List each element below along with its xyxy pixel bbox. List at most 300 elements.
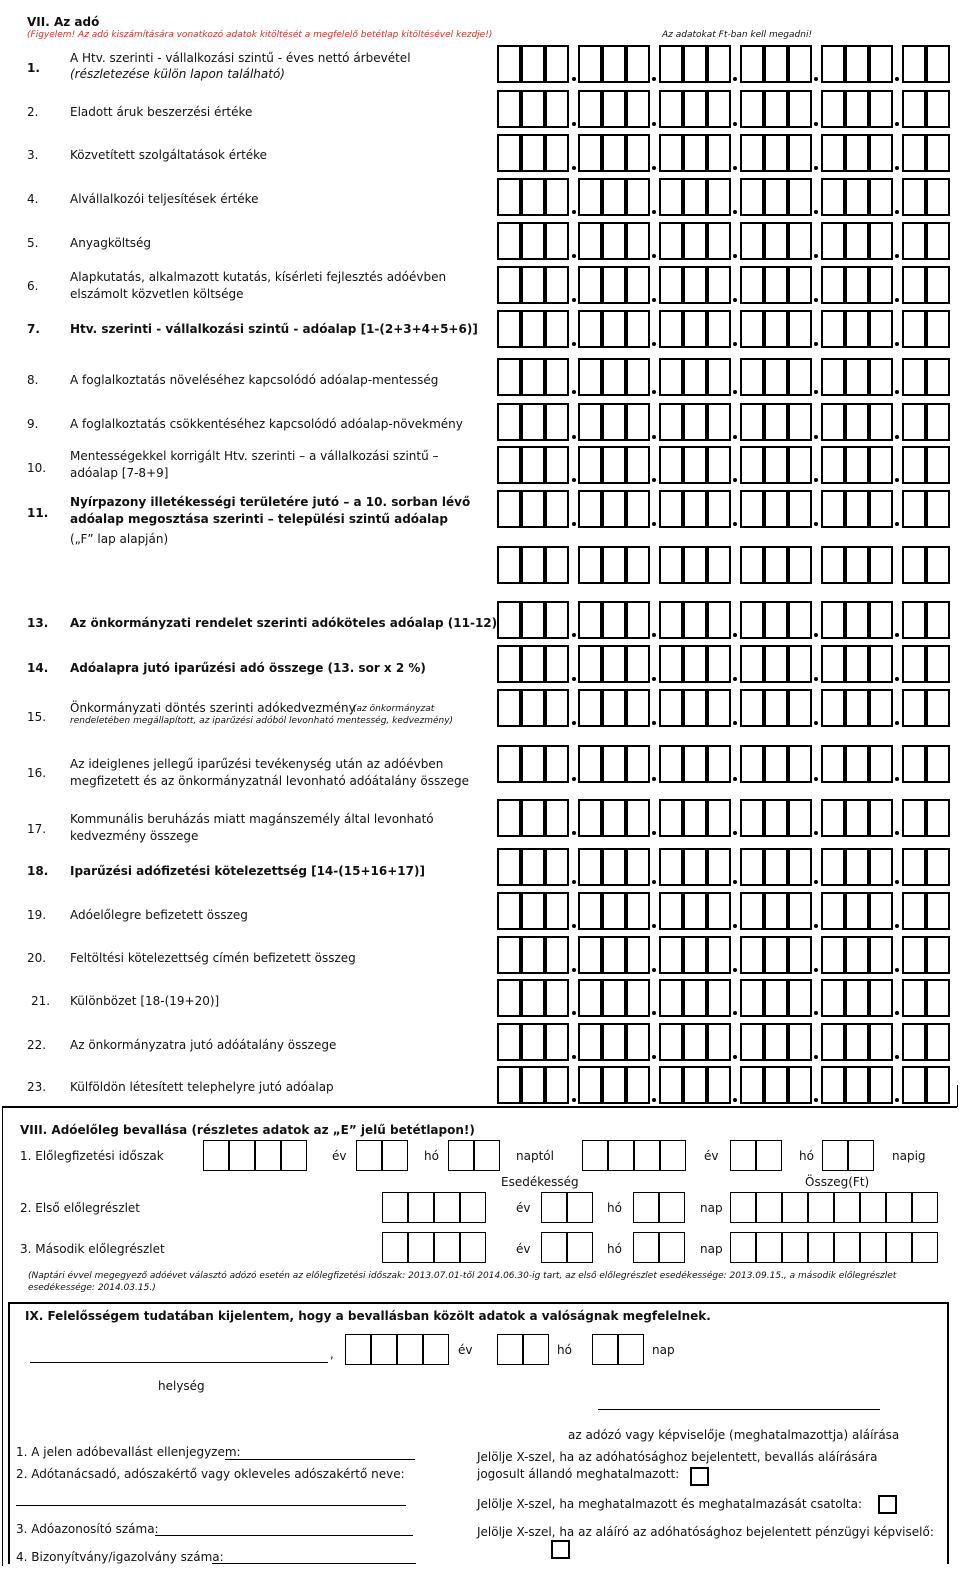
amount-digit-box[interactable] xyxy=(926,1066,950,1104)
amount-digit-box[interactable] xyxy=(869,645,893,683)
date-digit-box[interactable] xyxy=(608,1140,634,1171)
amount-digit-box[interactable] xyxy=(740,601,764,639)
amount-digit-box[interactable] xyxy=(821,936,845,974)
amount-digit-box[interactable] xyxy=(869,745,893,783)
amount-digit-box[interactable] xyxy=(821,45,845,83)
amount-digit-box[interactable] xyxy=(545,134,569,172)
amount-digit-box[interactable] xyxy=(902,689,926,727)
amount-digit-box[interactable] xyxy=(740,1023,764,1061)
amount-digit-box[interactable] xyxy=(764,936,788,974)
amount-digit-box[interactable] xyxy=(683,403,707,441)
amount-digit-box[interactable] xyxy=(602,979,626,1017)
amount-digit-box[interactable] xyxy=(602,490,626,528)
amount-digit-box[interactable] xyxy=(521,310,545,348)
amount-digit-box[interactable] xyxy=(764,689,788,727)
amount-digit-box[interactable] xyxy=(626,134,650,172)
amount-digit-box[interactable] xyxy=(626,645,650,683)
amount-digit-box[interactable] xyxy=(902,222,926,260)
amount-digit-box[interactable] xyxy=(902,266,926,304)
amount-digit-box[interactable] xyxy=(926,134,950,172)
amount-digit-box[interactable] xyxy=(659,745,683,783)
amount-digit-box[interactable] xyxy=(626,936,650,974)
amount-digit-box[interactable] xyxy=(902,601,926,639)
amount-digit-box[interactable] xyxy=(578,1066,602,1104)
amount-digit-box[interactable] xyxy=(707,310,731,348)
date-digit-box[interactable] xyxy=(356,1140,382,1171)
amount-digit-box[interactable] xyxy=(764,90,788,128)
amount-digit-box[interactable] xyxy=(602,45,626,83)
amount-digit-box[interactable] xyxy=(578,490,602,528)
amount-digit-box[interactable] xyxy=(740,266,764,304)
amount-digit-box[interactable] xyxy=(902,403,926,441)
amount-digit-box[interactable] xyxy=(740,490,764,528)
amount-digit-box[interactable] xyxy=(869,45,893,83)
amount-digit-box[interactable] xyxy=(902,358,926,396)
checkbox-permanent-proxy[interactable] xyxy=(690,1467,709,1486)
amount-digit-box[interactable] xyxy=(788,358,812,396)
amount-digit-box[interactable] xyxy=(683,45,707,83)
amount-digit-box[interactable] xyxy=(683,446,707,484)
amount-digit-box[interactable] xyxy=(740,745,764,783)
amount-digit-box[interactable] xyxy=(521,892,545,930)
amount-digit-box[interactable] xyxy=(521,689,545,727)
amount-digit-box[interactable] xyxy=(740,936,764,974)
amount-digit-box[interactable] xyxy=(821,799,845,837)
date-digit-box[interactable] xyxy=(730,1232,756,1263)
amount-digit-box[interactable] xyxy=(683,546,707,584)
amount-digit-box[interactable] xyxy=(902,90,926,128)
amount-digit-box[interactable] xyxy=(845,1023,869,1061)
amount-digit-box[interactable] xyxy=(788,490,812,528)
amount-digit-box[interactable] xyxy=(659,799,683,837)
amount-digit-box[interactable] xyxy=(578,745,602,783)
date-digit-box[interactable] xyxy=(281,1140,307,1171)
date-digit-box[interactable] xyxy=(756,1140,782,1171)
amount-digit-box[interactable] xyxy=(626,689,650,727)
amount-digit-box[interactable] xyxy=(788,446,812,484)
amount-digit-box[interactable] xyxy=(845,689,869,727)
amount-digit-box[interactable] xyxy=(707,222,731,260)
amount-digit-box[interactable] xyxy=(545,178,569,216)
amount-digit-box[interactable] xyxy=(926,403,950,441)
amount-digit-box[interactable] xyxy=(764,358,788,396)
amount-digit-box[interactable] xyxy=(626,446,650,484)
amount-digit-box[interactable] xyxy=(707,403,731,441)
amount-digit-box[interactable] xyxy=(740,134,764,172)
amount-digit-box[interactable] xyxy=(497,222,521,260)
amount-digit-box[interactable] xyxy=(902,645,926,683)
amount-digit-box[interactable] xyxy=(659,222,683,260)
amount-digit-box[interactable] xyxy=(926,745,950,783)
amount-digit-box[interactable] xyxy=(740,1066,764,1104)
amount-digit-box[interactable] xyxy=(821,1023,845,1061)
amount-digit-box[interactable] xyxy=(497,358,521,396)
amount-digit-box[interactable] xyxy=(626,358,650,396)
amount-digit-box[interactable] xyxy=(683,799,707,837)
amount-digit-box[interactable] xyxy=(707,1066,731,1104)
amount-digit-box[interactable] xyxy=(602,222,626,260)
amount-digit-box[interactable] xyxy=(659,1066,683,1104)
amount-digit-box[interactable] xyxy=(683,979,707,1017)
amount-digit-box[interactable] xyxy=(869,358,893,396)
amount-digit-box[interactable] xyxy=(683,1023,707,1061)
date-digit-box[interactable] xyxy=(229,1140,255,1171)
amount-digit-box[interactable] xyxy=(845,310,869,348)
amount-digit-box[interactable] xyxy=(602,178,626,216)
date-digit-box[interactable] xyxy=(255,1140,281,1171)
place-line[interactable] xyxy=(30,1362,328,1363)
amount-digit-box[interactable] xyxy=(821,446,845,484)
advisor-name-line[interactable] xyxy=(16,1505,406,1506)
amount-digit-box[interactable] xyxy=(521,936,545,974)
date-digit-box[interactable] xyxy=(782,1232,808,1263)
amount-digit-box[interactable] xyxy=(740,222,764,260)
amount-digit-box[interactable] xyxy=(845,446,869,484)
date-digit-box[interactable] xyxy=(408,1192,434,1223)
amount-digit-box[interactable] xyxy=(707,178,731,216)
amount-digit-box[interactable] xyxy=(683,689,707,727)
amount-digit-box[interactable] xyxy=(683,645,707,683)
amount-digit-box[interactable] xyxy=(707,90,731,128)
amount-digit-box[interactable] xyxy=(869,90,893,128)
amount-digit-box[interactable] xyxy=(497,446,521,484)
amount-digit-box[interactable] xyxy=(707,546,731,584)
amount-digit-box[interactable] xyxy=(578,799,602,837)
amount-digit-box[interactable] xyxy=(545,892,569,930)
amount-digit-box[interactable] xyxy=(821,490,845,528)
amount-digit-box[interactable] xyxy=(602,1066,626,1104)
amount-digit-box[interactable] xyxy=(869,848,893,886)
amount-digit-box[interactable] xyxy=(869,1023,893,1061)
amount-digit-box[interactable] xyxy=(902,178,926,216)
amount-digit-box[interactable] xyxy=(602,358,626,396)
amount-digit-box[interactable] xyxy=(821,266,845,304)
amount-digit-box[interactable] xyxy=(869,799,893,837)
amount-digit-box[interactable] xyxy=(845,848,869,886)
date-digit-box[interactable] xyxy=(474,1140,500,1171)
amount-digit-box[interactable] xyxy=(521,1066,545,1104)
amount-digit-box[interactable] xyxy=(659,45,683,83)
amount-digit-box[interactable] xyxy=(497,266,521,304)
amount-digit-box[interactable] xyxy=(845,178,869,216)
amount-digit-box[interactable] xyxy=(545,358,569,396)
amount-digit-box[interactable] xyxy=(845,490,869,528)
date-digit-box[interactable] xyxy=(886,1192,912,1223)
amount-digit-box[interactable] xyxy=(683,178,707,216)
amount-digit-box[interactable] xyxy=(740,45,764,83)
amount-digit-box[interactable] xyxy=(545,90,569,128)
amount-digit-box[interactable] xyxy=(869,446,893,484)
amount-digit-box[interactable] xyxy=(602,546,626,584)
amount-digit-box[interactable] xyxy=(764,799,788,837)
amount-digit-box[interactable] xyxy=(740,403,764,441)
amount-digit-box[interactable] xyxy=(626,90,650,128)
amount-digit-box[interactable] xyxy=(902,134,926,172)
amount-digit-box[interactable] xyxy=(578,546,602,584)
amount-digit-box[interactable] xyxy=(869,266,893,304)
amount-digit-box[interactable] xyxy=(683,310,707,348)
amount-digit-box[interactable] xyxy=(497,310,521,348)
amount-digit-box[interactable] xyxy=(926,848,950,886)
amount-digit-box[interactable] xyxy=(578,90,602,128)
amount-digit-box[interactable] xyxy=(602,1023,626,1061)
amount-digit-box[interactable] xyxy=(578,358,602,396)
countersign-line[interactable] xyxy=(225,1459,415,1460)
amount-digit-box[interactable] xyxy=(869,222,893,260)
amount-digit-box[interactable] xyxy=(869,689,893,727)
amount-digit-box[interactable] xyxy=(578,266,602,304)
amount-digit-box[interactable] xyxy=(707,979,731,1017)
checkbox-financial-rep[interactable] xyxy=(551,1540,570,1559)
amount-digit-box[interactable] xyxy=(926,490,950,528)
date-digit-box[interactable] xyxy=(423,1334,449,1365)
amount-digit-box[interactable] xyxy=(707,266,731,304)
amount-digit-box[interactable] xyxy=(602,446,626,484)
advisor-taxid-line[interactable] xyxy=(155,1535,413,1536)
date-digit-box[interactable] xyxy=(860,1192,886,1223)
amount-digit-box[interactable] xyxy=(740,848,764,886)
amount-digit-box[interactable] xyxy=(497,936,521,974)
amount-digit-box[interactable] xyxy=(521,546,545,584)
amount-digit-box[interactable] xyxy=(926,446,950,484)
amount-digit-box[interactable] xyxy=(869,892,893,930)
amount-digit-box[interactable] xyxy=(602,403,626,441)
amount-digit-box[interactable] xyxy=(764,178,788,216)
date-digit-box[interactable] xyxy=(592,1334,618,1365)
amount-digit-box[interactable] xyxy=(578,936,602,974)
amount-digit-box[interactable] xyxy=(764,979,788,1017)
amount-digit-box[interactable] xyxy=(521,45,545,83)
date-digit-box[interactable] xyxy=(756,1192,782,1223)
amount-digit-box[interactable] xyxy=(869,979,893,1017)
amount-digit-box[interactable] xyxy=(497,90,521,128)
amount-digit-box[interactable] xyxy=(497,979,521,1017)
amount-digit-box[interactable] xyxy=(497,892,521,930)
amount-digit-box[interactable] xyxy=(902,936,926,974)
amount-digit-box[interactable] xyxy=(740,446,764,484)
amount-digit-box[interactable] xyxy=(902,745,926,783)
amount-digit-box[interactable] xyxy=(902,1023,926,1061)
amount-digit-box[interactable] xyxy=(845,90,869,128)
amount-digit-box[interactable] xyxy=(845,403,869,441)
date-digit-box[interactable] xyxy=(634,1140,660,1171)
amount-digit-box[interactable] xyxy=(845,936,869,974)
amount-digit-box[interactable] xyxy=(845,358,869,396)
amount-digit-box[interactable] xyxy=(845,892,869,930)
amount-digit-box[interactable] xyxy=(521,979,545,1017)
checkbox-proxy-attached[interactable] xyxy=(878,1495,897,1514)
amount-digit-box[interactable] xyxy=(626,178,650,216)
amount-digit-box[interactable] xyxy=(902,979,926,1017)
amount-digit-box[interactable] xyxy=(578,1023,602,1061)
date-digit-box[interactable] xyxy=(382,1192,408,1223)
amount-digit-box[interactable] xyxy=(788,601,812,639)
amount-digit-box[interactable] xyxy=(788,689,812,727)
amount-digit-box[interactable] xyxy=(926,546,950,584)
amount-digit-box[interactable] xyxy=(902,546,926,584)
amount-digit-box[interactable] xyxy=(497,45,521,83)
amount-digit-box[interactable] xyxy=(764,310,788,348)
amount-digit-box[interactable] xyxy=(578,134,602,172)
amount-digit-box[interactable] xyxy=(659,358,683,396)
amount-digit-box[interactable] xyxy=(764,745,788,783)
amount-digit-box[interactable] xyxy=(788,1066,812,1104)
amount-digit-box[interactable] xyxy=(497,546,521,584)
amount-digit-box[interactable] xyxy=(707,601,731,639)
date-digit-box[interactable] xyxy=(912,1232,938,1263)
date-digit-box[interactable] xyxy=(860,1232,886,1263)
amount-digit-box[interactable] xyxy=(545,645,569,683)
amount-digit-box[interactable] xyxy=(902,45,926,83)
amount-digit-box[interactable] xyxy=(869,546,893,584)
amount-digit-box[interactable] xyxy=(602,601,626,639)
amount-digit-box[interactable] xyxy=(578,45,602,83)
amount-digit-box[interactable] xyxy=(578,601,602,639)
amount-digit-box[interactable] xyxy=(659,848,683,886)
amount-digit-box[interactable] xyxy=(659,645,683,683)
date-digit-box[interactable] xyxy=(633,1192,659,1223)
amount-digit-box[interactable] xyxy=(497,134,521,172)
amount-digit-box[interactable] xyxy=(926,979,950,1017)
amount-digit-box[interactable] xyxy=(821,134,845,172)
amount-digit-box[interactable] xyxy=(902,799,926,837)
date-digit-box[interactable] xyxy=(730,1140,756,1171)
amount-digit-box[interactable] xyxy=(740,689,764,727)
amount-digit-box[interactable] xyxy=(821,1066,845,1104)
amount-digit-box[interactable] xyxy=(521,490,545,528)
amount-digit-box[interactable] xyxy=(707,689,731,727)
amount-digit-box[interactable] xyxy=(926,222,950,260)
amount-digit-box[interactable] xyxy=(764,1066,788,1104)
amount-digit-box[interactable] xyxy=(659,601,683,639)
amount-digit-box[interactable] xyxy=(626,892,650,930)
amount-digit-box[interactable] xyxy=(926,689,950,727)
amount-digit-box[interactable] xyxy=(845,45,869,83)
date-digit-box[interactable] xyxy=(834,1232,860,1263)
amount-digit-box[interactable] xyxy=(764,645,788,683)
date-digit-box[interactable] xyxy=(460,1192,486,1223)
amount-digit-box[interactable] xyxy=(578,848,602,886)
date-digit-box[interactable] xyxy=(497,1334,523,1365)
amount-digit-box[interactable] xyxy=(578,892,602,930)
amount-digit-box[interactable] xyxy=(497,601,521,639)
amount-digit-box[interactable] xyxy=(845,134,869,172)
date-digit-box[interactable] xyxy=(633,1232,659,1263)
amount-digit-box[interactable] xyxy=(626,1023,650,1061)
amount-digit-box[interactable] xyxy=(764,266,788,304)
amount-digit-box[interactable] xyxy=(578,979,602,1017)
amount-digit-box[interactable] xyxy=(740,358,764,396)
amount-digit-box[interactable] xyxy=(821,848,845,886)
amount-digit-box[interactable] xyxy=(821,892,845,930)
amount-digit-box[interactable] xyxy=(845,222,869,260)
amount-digit-box[interactable] xyxy=(683,1066,707,1104)
amount-digit-box[interactable] xyxy=(764,134,788,172)
amount-digit-box[interactable] xyxy=(578,689,602,727)
amount-digit-box[interactable] xyxy=(602,799,626,837)
amount-digit-box[interactable] xyxy=(764,546,788,584)
amount-digit-box[interactable] xyxy=(926,266,950,304)
amount-digit-box[interactable] xyxy=(740,178,764,216)
amount-digit-box[interactable] xyxy=(659,403,683,441)
amount-digit-box[interactable] xyxy=(683,222,707,260)
amount-digit-box[interactable] xyxy=(788,745,812,783)
amount-digit-box[interactable] xyxy=(926,358,950,396)
amount-digit-box[interactable] xyxy=(602,90,626,128)
amount-digit-box[interactable] xyxy=(707,1023,731,1061)
amount-digit-box[interactable] xyxy=(845,1066,869,1104)
amount-digit-box[interactable] xyxy=(602,848,626,886)
amount-digit-box[interactable] xyxy=(764,222,788,260)
amount-digit-box[interactable] xyxy=(926,799,950,837)
amount-digit-box[interactable] xyxy=(626,979,650,1017)
amount-digit-box[interactable] xyxy=(821,178,845,216)
amount-digit-box[interactable] xyxy=(764,45,788,83)
date-digit-box[interactable] xyxy=(541,1192,567,1223)
amount-digit-box[interactable] xyxy=(845,745,869,783)
amount-digit-box[interactable] xyxy=(602,645,626,683)
amount-digit-box[interactable] xyxy=(521,222,545,260)
amount-digit-box[interactable] xyxy=(764,490,788,528)
amount-digit-box[interactable] xyxy=(869,1066,893,1104)
amount-digit-box[interactable] xyxy=(602,936,626,974)
amount-digit-box[interactable] xyxy=(545,45,569,83)
amount-digit-box[interactable] xyxy=(626,403,650,441)
amount-digit-box[interactable] xyxy=(788,936,812,974)
date-digit-box[interactable] xyxy=(345,1334,371,1365)
amount-digit-box[interactable] xyxy=(659,446,683,484)
amount-digit-box[interactable] xyxy=(521,601,545,639)
date-digit-box[interactable] xyxy=(912,1192,938,1223)
amount-digit-box[interactable] xyxy=(602,134,626,172)
amount-digit-box[interactable] xyxy=(707,358,731,396)
amount-digit-box[interactable] xyxy=(521,745,545,783)
amount-digit-box[interactable] xyxy=(521,446,545,484)
amount-digit-box[interactable] xyxy=(578,403,602,441)
amount-digit-box[interactable] xyxy=(497,1066,521,1104)
amount-digit-box[interactable] xyxy=(497,745,521,783)
amount-digit-box[interactable] xyxy=(521,848,545,886)
amount-digit-box[interactable] xyxy=(707,45,731,83)
amount-digit-box[interactable] xyxy=(602,689,626,727)
amount-digit-box[interactable] xyxy=(821,222,845,260)
amount-digit-box[interactable] xyxy=(602,266,626,304)
amount-digit-box[interactable] xyxy=(659,178,683,216)
amount-digit-box[interactable] xyxy=(545,936,569,974)
amount-digit-box[interactable] xyxy=(764,403,788,441)
amount-digit-box[interactable] xyxy=(821,358,845,396)
amount-digit-box[interactable] xyxy=(926,90,950,128)
amount-digit-box[interactable] xyxy=(926,178,950,216)
amount-digit-box[interactable] xyxy=(869,403,893,441)
amount-digit-box[interactable] xyxy=(602,310,626,348)
amount-digit-box[interactable] xyxy=(497,1023,521,1061)
amount-digit-box[interactable] xyxy=(788,645,812,683)
date-digit-box[interactable] xyxy=(659,1192,685,1223)
amount-digit-box[interactable] xyxy=(707,134,731,172)
amount-digit-box[interactable] xyxy=(821,403,845,441)
amount-digit-box[interactable] xyxy=(521,358,545,396)
amount-digit-box[interactable] xyxy=(626,546,650,584)
amount-digit-box[interactable] xyxy=(626,601,650,639)
date-digit-box[interactable] xyxy=(567,1192,593,1223)
amount-digit-box[interactable] xyxy=(626,490,650,528)
amount-digit-box[interactable] xyxy=(821,979,845,1017)
date-digit-box[interactable] xyxy=(659,1232,685,1263)
amount-digit-box[interactable] xyxy=(902,490,926,528)
amount-digit-box[interactable] xyxy=(626,222,650,260)
amount-digit-box[interactable] xyxy=(707,848,731,886)
